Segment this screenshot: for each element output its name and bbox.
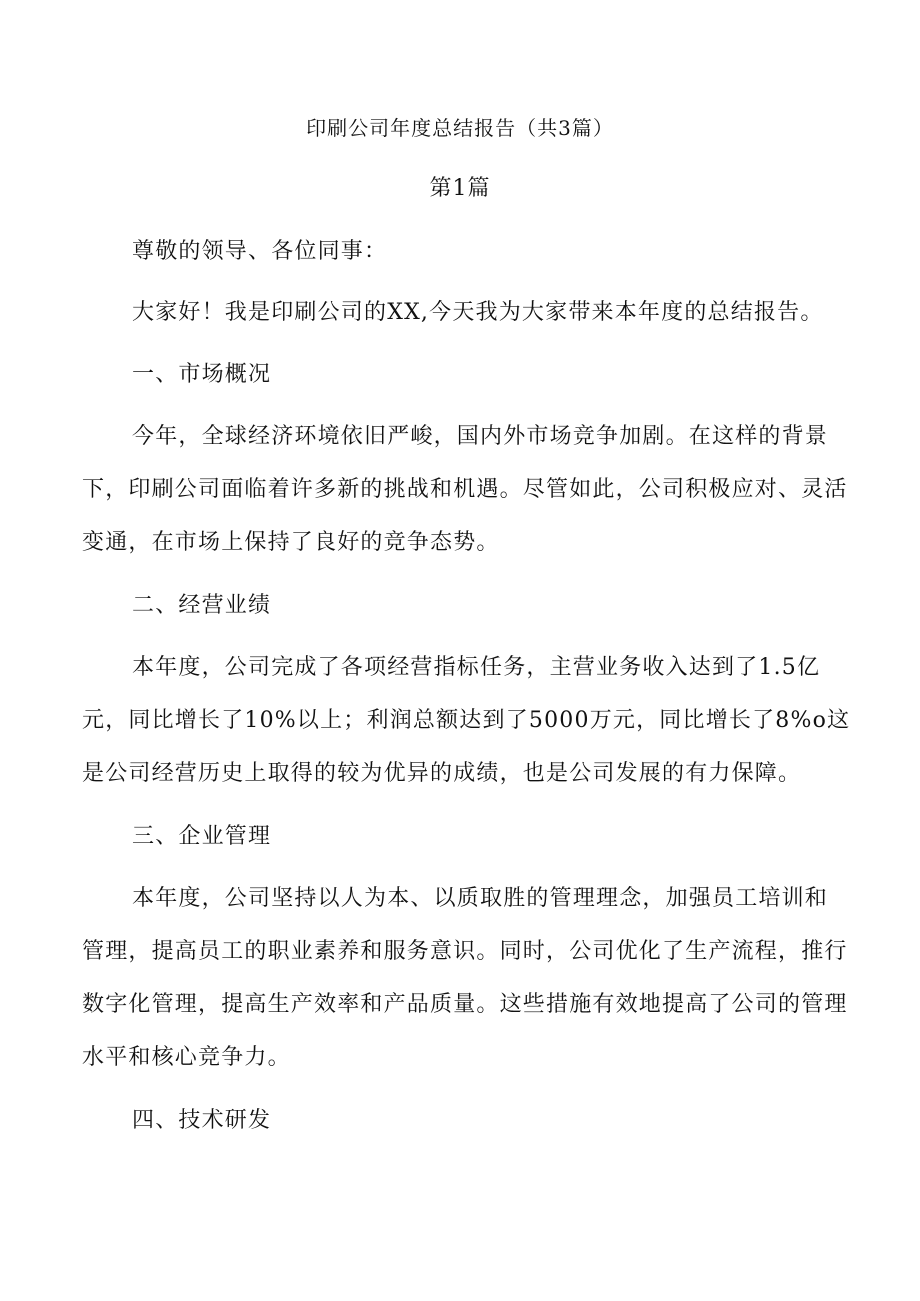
paragraph-line: 是公司经营历史上取得的较为优异的成绩，也是公司发展的有力保障。 <box>82 761 802 786</box>
document-title: 印刷公司年度总结报告（共3篇） <box>306 116 614 140</box>
section-heading-performance: 二、经营业绩 <box>132 593 272 618</box>
section-heading-market: 一、市场概况 <box>132 362 272 387</box>
paragraph-line: 数字化管理，提高生产效率和产品质量。这些措施有效地提高了公司的管理 <box>82 992 848 1017</box>
paragraph-line: 水平和核心竞争力。 <box>82 1045 291 1070</box>
paragraph-line: 变通，在市场上保持了良好的竞争态势。 <box>82 530 500 555</box>
section-heading-rnd: 四、技术研发 <box>132 1108 272 1133</box>
intro-paragraph: 大家好！我是印刷公司的XX,今天我为大家带来本年度的总结报告。 <box>132 300 824 325</box>
paragraph-line: 今年，全球经济环境依旧严峻，国内外市场竞争加剧。在这样的背景 <box>132 424 829 449</box>
greeting: 尊敬的领导、各位同事： <box>132 239 388 264</box>
paragraph-line: 本年度，公司坚持以人为本、以质取胜的管理理念，加强员工培训和 <box>132 886 829 911</box>
paragraph-line: 管理，提高员工的职业素养和服务意识。同时，公司优化了生产流程，推行 <box>82 939 848 964</box>
paragraph-line: 元，同比增长了10%以上；利润总额达到了5000万元，同比增长了8%o这 <box>82 708 851 733</box>
part-heading: 第1篇 <box>429 176 491 201</box>
paragraph-line: 下，印刷公司面临着许多新的挑战和机遇。尽管如此，公司积极应对、灵活 <box>82 477 848 502</box>
section-heading-management: 三、企业管理 <box>132 824 272 849</box>
paragraph-line: 本年度，公司完成了各项经营指标任务，主营业务收入达到了1.5亿 <box>132 655 821 680</box>
